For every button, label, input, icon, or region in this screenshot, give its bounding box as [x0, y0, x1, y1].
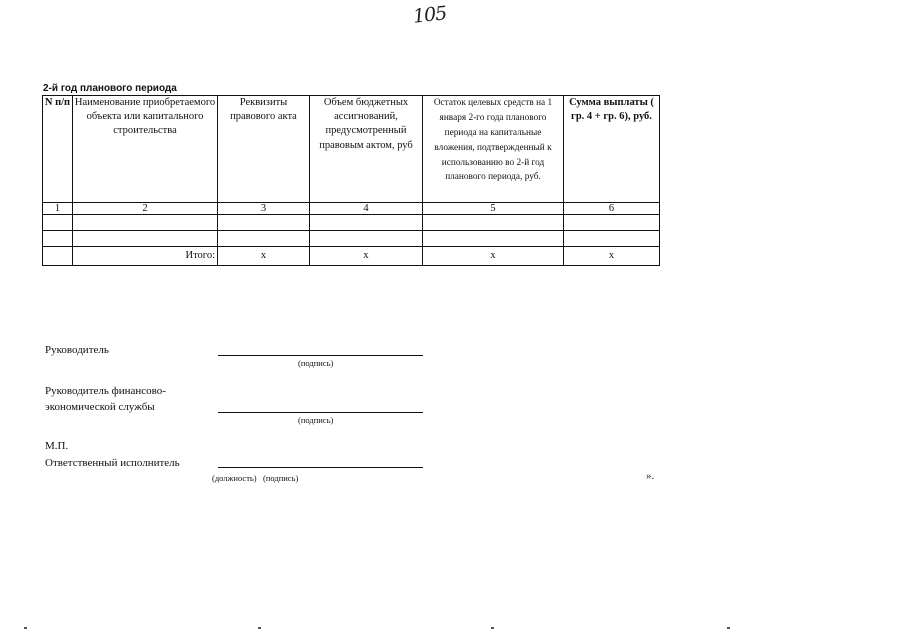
finance-signature-caption: (подпись) — [298, 415, 334, 425]
table-cell — [564, 231, 660, 247]
header-remaining-funds: Остаток целевых средств на 1 января 2-го года планового периода на капитальные вложения, подтвержденный к использованию во 2-й год планового периода, руб. — [423, 96, 564, 203]
table-cell — [423, 215, 564, 231]
page-number: 105 — [411, 2, 448, 28]
head-signature-caption: (подпись) — [298, 358, 334, 368]
section-title: 2-й год планового периода — [43, 83, 177, 94]
finance-label-line2: экономической службы — [45, 401, 155, 413]
head-signature-line — [218, 355, 423, 356]
column-number-row — [43, 203, 660, 215]
budget-table — [42, 95, 660, 266]
table-cell — [310, 231, 423, 247]
total-value: х — [218, 247, 310, 266]
table-cell — [43, 231, 73, 247]
closing-quote: ». — [646, 470, 655, 482]
executor-signature-caption: (должность) (подпись) — [212, 473, 299, 483]
table-cell — [218, 215, 310, 231]
table-cell — [73, 215, 218, 231]
table-cell — [43, 247, 73, 266]
executor-signature-line — [218, 467, 423, 468]
header-legal-act: Реквизиты правового акта — [218, 96, 310, 203]
stamp-label: М.П. — [45, 440, 69, 452]
table-cell — [73, 231, 218, 247]
header-budget-volume: Объем бюджетных ассигнований, предусмотренный правовым актом, руб — [310, 96, 423, 203]
header-row-number: N п/п — [43, 96, 73, 203]
table-cell — [43, 215, 73, 231]
total-value: х — [310, 247, 423, 266]
table-cell — [423, 231, 564, 247]
table-cell — [310, 215, 423, 231]
column-number: 6 — [564, 203, 660, 215]
table-header-row — [43, 96, 660, 203]
head-label: Руководитель — [45, 344, 109, 356]
executor-label: Ответственный исполнитель — [45, 457, 180, 469]
total-value: х — [564, 247, 660, 266]
table-row — [43, 231, 660, 247]
total-label: Итого: — [73, 247, 218, 266]
table-row — [43, 215, 660, 231]
finance-signature-line — [218, 412, 423, 413]
total-row — [43, 247, 660, 266]
finance-label-line1: Руководитель финансово- — [45, 385, 166, 397]
column-number: 2 — [73, 203, 218, 215]
scan-edge-marks — [0, 627, 905, 637]
table-cell — [218, 231, 310, 247]
column-number: 1 — [43, 203, 73, 215]
table-cell — [564, 215, 660, 231]
header-object-name: Наименование приобретаемого объекта или капитального строительства — [73, 96, 218, 203]
column-number: 4 — [310, 203, 423, 215]
column-number: 3 — [218, 203, 310, 215]
column-number: 5 — [423, 203, 564, 215]
total-value: х — [423, 247, 564, 266]
header-payment-sum: Сумма выплаты ( гр. 4 + гр. 6), руб. — [564, 96, 660, 203]
